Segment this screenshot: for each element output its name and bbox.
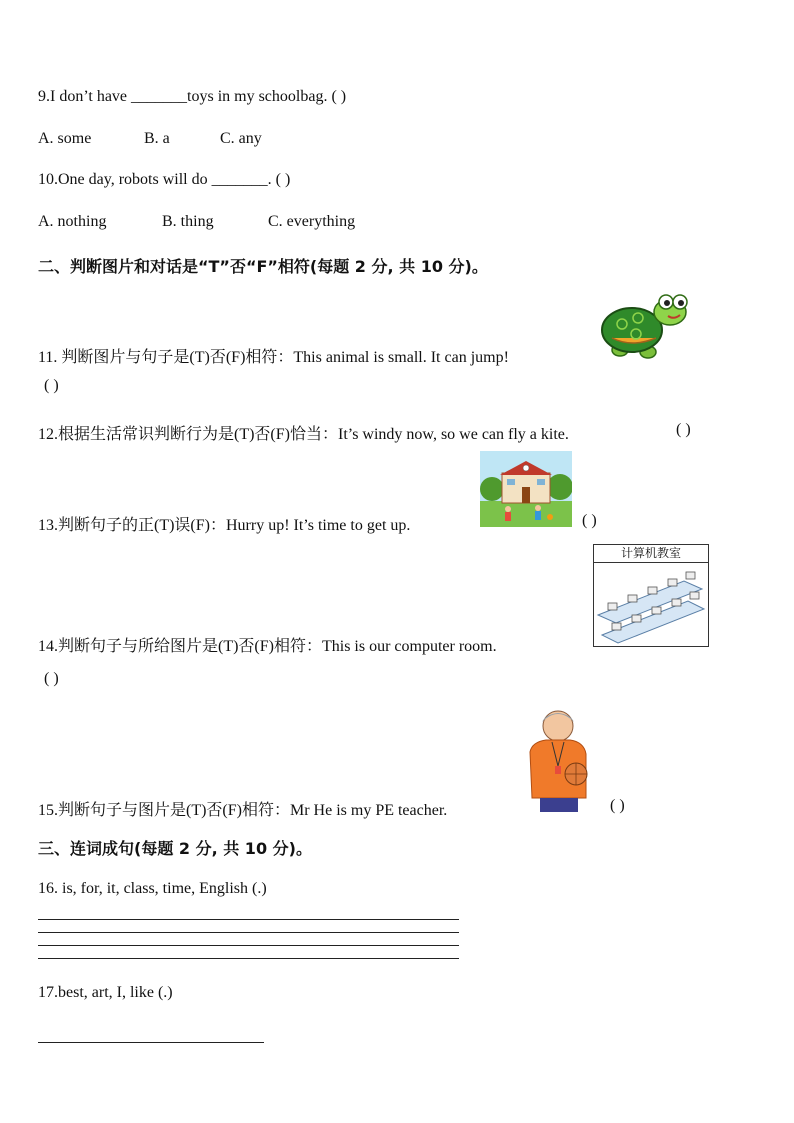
answer-line	[38, 932, 459, 933]
section-3-title: 三、连词成句(每题 2 分, 共 10 分)。	[38, 839, 312, 858]
question-10-options	[38, 213, 355, 231]
question-16: 16. is, for, it, class, time, English (.)	[38, 880, 267, 897]
question-13: 13.判断句子的正(T)误(F)：Hurry up! It’s time to get up.	[38, 517, 411, 534]
answer-line	[38, 945, 459, 946]
school-scene-icon	[480, 451, 572, 527]
answer-line	[38, 958, 459, 959]
answer-bracket-11: ( )	[44, 377, 59, 394]
answer-line	[38, 1042, 264, 1043]
question-14: 14.判断句子与所给图片是(T)否(F)相符：This is our computer room.	[38, 638, 497, 655]
computer-desks-icon	[594, 563, 708, 646]
option-b: B. thing	[162, 213, 214, 230]
question-10: 10.One day, robots will do _______. ( )	[38, 171, 291, 188]
answer-bracket-14: ( )	[44, 670, 59, 687]
answer-bracket-12: ( )	[676, 421, 691, 438]
section-2-title: 二、判断图片和对话是“T”否“F”相符(每题 2 分, 共 10 分)。	[38, 257, 488, 276]
answer-bracket-13: ( )	[582, 512, 597, 529]
pe-teacher-icon	[522, 706, 598, 812]
option-c: C. any	[220, 130, 262, 147]
turtle-icon	[598, 288, 694, 360]
question-9-options	[38, 130, 262, 148]
option-c: C. everything	[268, 213, 356, 230]
question-15: 15.判断句子与图片是(T)否(F)相符：Mr He is my PE teacher.	[38, 802, 448, 819]
option-a: A. some	[38, 130, 92, 147]
answer-bracket-15: ( )	[610, 797, 625, 814]
question-9: 9.I don’t have _______toys in my schoolbag. ( )	[38, 88, 347, 105]
question-17: 17.best, art, I, like (.)	[38, 984, 173, 1001]
computer-room-icon	[593, 544, 709, 647]
question-11: 11. 判断图片与句子是(T)否(F)相符：This animal is small. It can jump!	[38, 349, 509, 366]
answer-line	[38, 919, 459, 920]
option-a: A. nothing	[38, 213, 107, 230]
question-12: 12.根据生活常识判断行为是(T)否(F)恰当：It’s windy now, so we can fly a kite.	[38, 426, 569, 443]
computer-room-caption: 计算机教室	[594, 545, 708, 563]
option-b: B. a	[144, 130, 170, 147]
